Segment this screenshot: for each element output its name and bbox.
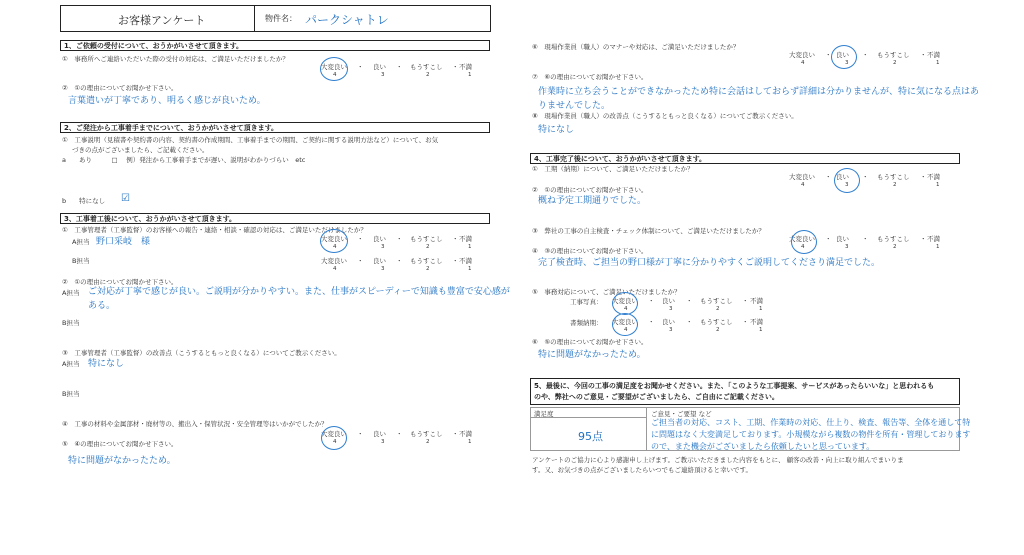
r-q6: ⑥ 現場作業員（職人）のマナーや対応は、ご満足いただけましたか？ — [532, 43, 740, 51]
scale-label: もうすこし — [410, 235, 443, 243]
footer-line2: す。又、お気づきの点がございましたらいつでもご連絡頂けると幸いです。 — [532, 466, 752, 474]
s3-q5: ⑤ ④の理由についてお聞かせ下さい。 — [62, 440, 178, 448]
satisfaction-value: 95点 — [578, 430, 603, 443]
scale-sep: ・ — [686, 297, 693, 305]
r-q8: ⑧ 現場作業員（職人）の改善点（こうするともっと良くなる）についてご教示ください。 — [532, 112, 798, 120]
scale-number: 2 — [716, 327, 720, 333]
scale-number: 1 — [468, 72, 472, 78]
s2-q1: ① 工事説明（見積書や契約書の内容、契約書の作成期間、工事着手までの期間、ご契約に関する説明方法など）について、お気 — [62, 136, 439, 144]
scale-sep: ・ — [396, 235, 403, 243]
scale-label: 良い — [836, 173, 849, 181]
r-answer-7-line2: りませんでした。 — [538, 101, 611, 111]
scale-sep: ・ — [452, 235, 459, 243]
answer-circle — [791, 230, 817, 254]
scale-label: 大変良い — [321, 235, 347, 243]
scale-sep: ・ — [862, 235, 869, 243]
scale-number: 1 — [468, 244, 472, 250]
s3-a2-label: A担当 — [62, 289, 80, 297]
section-5-title-line2: のや、弊社へのご意見・ご要望がございましたら、ご自由にご記載ください。 — [534, 393, 779, 401]
scale-number: 4 — [624, 327, 628, 333]
scale-label: もうすこし — [410, 430, 443, 438]
scale-number: 3 — [845, 244, 849, 250]
s3-a-tanto: A担当 — [72, 238, 90, 246]
scale-sep: ・ — [920, 235, 927, 243]
scale-label: 不満 — [927, 173, 940, 181]
scale-sep: ・ — [825, 235, 832, 243]
scale-number: 3 — [845, 182, 849, 188]
scale-label: 良い — [662, 318, 675, 326]
s4-q2: ② ①の理由についてお聞かせ下さい。 — [532, 186, 648, 194]
scale-label: 大変良い — [321, 430, 347, 438]
scale-number: 4 — [801, 182, 805, 188]
s3-answer-2-line2: ある。 — [88, 301, 116, 311]
s3-q2: ② ①の理由についてお聞かせ下さい。 — [62, 278, 178, 286]
scale-number: 3 — [845, 60, 849, 66]
scale-number: 1 — [936, 60, 940, 66]
scale-number: 3 — [381, 439, 385, 445]
s3-answer-3: 特になし — [88, 359, 125, 369]
scale-label: 不満 — [927, 51, 940, 59]
scale-label: 不満 — [459, 235, 472, 243]
scale-label: 不満 — [459, 257, 472, 265]
s1-q2: ② ①の理由についてお聞かせ下さい。 — [62, 84, 178, 92]
opinion-line2: に問題はなく大変満足しております。小規模ながら複数の物件を所有・管理しております — [651, 430, 971, 439]
scale-number: 3 — [381, 72, 385, 78]
s4-q5: ⑤ 事務対応について、ご満足いただけましたか？ — [532, 288, 681, 296]
s4-answer-4: 完了検査時、ご担当の野口様が丁寧に分かりやすくご説明してくださり満足でした。 — [538, 258, 881, 268]
s4-q4: ④ ③の理由についてお聞かせ下さい。 — [532, 247, 648, 255]
scale-number: 4 — [333, 244, 337, 250]
answer-circle — [834, 168, 860, 193]
scale-sep: ・ — [862, 173, 869, 181]
scale-label: 大変良い — [612, 318, 638, 326]
scale-label: 良い — [373, 430, 386, 438]
scale-label: もうすこし — [410, 257, 443, 265]
s3-answer-2-line1: ご対応が丁寧で感じが良い。ご説明が分かりやすい。また、仕事がスピーディーで知識も豊富で安心感が — [88, 287, 510, 297]
scale-sep: ・ — [357, 430, 364, 438]
footer-line1: アンケートのご協力に心より感謝申し上げます。ご教示いただきました内容をもとに、 顧客の改善・向上に取り組んでまいりま — [532, 456, 904, 464]
s3-a3-label: A担当 — [62, 360, 80, 368]
scale-label: 大変良い — [789, 173, 815, 181]
section-3-title: 3、工事着工後について、おうかがいさせて頂きます。 — [60, 213, 490, 224]
scale-number: 2 — [893, 182, 897, 188]
scale-sep: ・ — [742, 318, 749, 326]
scale-sep: ・ — [742, 297, 749, 305]
property-name: パークシャトレ — [305, 13, 389, 27]
scale-sep: ・ — [396, 257, 403, 265]
answer-circle — [831, 45, 857, 69]
scale-sep: ・ — [396, 430, 403, 438]
scale-label: 大変良い — [789, 235, 815, 243]
answer-circle — [320, 229, 348, 253]
s4-answer-2: 概ね予定工期通りでした。 — [538, 196, 647, 206]
scale-number: 2 — [716, 306, 720, 312]
opinion-line1: ご担当者の対応、コスト、工期、作業時の対応、仕上り、検査、報告等、全体を通して特 — [651, 418, 971, 427]
section-1-title: 1、ご依頼の受付について、おうかがいさせて頂きます。 — [60, 40, 490, 51]
scale-label: もうすこし — [700, 318, 733, 326]
scale-label: 良い — [836, 51, 849, 59]
scale-number: 2 — [426, 72, 430, 78]
r-answer-8: 特になし — [538, 125, 575, 135]
scale-number: 1 — [759, 306, 763, 312]
scale-number: 2 — [426, 266, 430, 272]
scale-sep: ・ — [825, 173, 832, 181]
scale-number: 2 — [893, 60, 897, 66]
s4-q3: ③ 弊社の工事の自主検査・チェック体制について、ご満足いただけましたか？ — [532, 227, 765, 235]
scale-label: もうすこし — [877, 173, 910, 181]
scale-label: 大変良い — [321, 257, 347, 265]
scale-number: 1 — [468, 266, 472, 272]
scale-number: 4 — [333, 266, 337, 272]
scale-number: 3 — [669, 306, 673, 312]
scale-sep: ・ — [648, 297, 655, 305]
scale-number: 4 — [801, 60, 805, 66]
section-4-title: 4、工事完了後について、おうかがいさせて頂きます。 — [530, 153, 960, 164]
s4-photo-label: 工事写真： — [570, 298, 603, 306]
scale-sep: ・ — [452, 63, 459, 71]
scale-label: 不満 — [459, 430, 472, 438]
scale-sep: ・ — [920, 51, 927, 59]
s3-q3: ③ 工事管理者（工事監督）の改善点（こうするともっと良くなる）についてご教示ください。 — [62, 349, 341, 357]
scale-sep: ・ — [357, 235, 364, 243]
section-2-title: 2、ご発注から工事着手までについて、おうかがいさせて頂きます。 — [60, 122, 490, 133]
opinion-label: ご意見・ご要望 など — [651, 410, 712, 418]
s3-b2-label: B担当 — [62, 319, 80, 327]
scale-number: 3 — [381, 266, 385, 272]
scale-sep: ・ — [452, 257, 459, 265]
scale-label: もうすこし — [410, 63, 443, 71]
s3-a-name: 野口采岐 様 — [96, 237, 151, 247]
answer-circle — [612, 292, 638, 315]
s2-q1b: づきの点がございましたら、ご記載ください。 — [72, 146, 209, 154]
scale-label: 良い — [373, 235, 386, 243]
answer-circle — [320, 57, 348, 81]
s1-answer-2: 言葉遣いが丁寧であり、明るく感じが良いため。 — [68, 96, 266, 106]
scale-sep: ・ — [396, 63, 403, 71]
scale-sep: ・ — [357, 257, 364, 265]
satisfaction-divider — [646, 407, 647, 451]
scale-label: 大変良い — [321, 63, 347, 71]
scale-number: 2 — [893, 244, 897, 250]
scale-number: 3 — [669, 327, 673, 333]
s4-answer-6: 特に問題がなかったため。 — [538, 350, 646, 360]
s4-q6: ⑥ ⑤の理由についてお聞かせ下さい。 — [532, 338, 648, 346]
scale-label: もうすこし — [877, 51, 910, 59]
scale-sep: ・ — [862, 51, 869, 59]
scale-number: 4 — [624, 306, 628, 312]
s4-doc-label: 書類納期： — [570, 319, 603, 327]
scale-number: 2 — [426, 244, 430, 250]
s1-q1: ① 事務所へご連絡いただいた際の受付の対応は、ご満足いただけましたか？ — [62, 55, 289, 63]
s3-q1: ① 工事管理者（工事監督）のお客様への報告・連絡・相談・確認の対応は、ご満足いただけましたか？ — [62, 226, 367, 234]
scale-label: 良い — [836, 235, 849, 243]
scale-sep: ・ — [357, 63, 364, 71]
scale-number: 2 — [426, 439, 430, 445]
s3-b3-label: B担当 — [62, 390, 80, 398]
answer-circle — [612, 313, 638, 336]
scale-sep: ・ — [452, 430, 459, 438]
property-label: 物件名： — [265, 14, 297, 23]
checkmark-icon: ☑ — [121, 193, 130, 204]
s3-answer-5: 特に問題がなかったため。 — [68, 456, 176, 466]
scale-label: 良い — [373, 63, 386, 71]
scale-label: 不満 — [927, 235, 940, 243]
scale-label: もうすこし — [700, 297, 733, 305]
scale-label: もうすこし — [877, 235, 910, 243]
r-answer-7-line1: 作業時に立ち会うことができなかったため特に会話はしておらず詳細は分かりませんが、特に気になる点はあ — [538, 87, 980, 97]
opinion-line3: ので、また機会がございましたら依頼したいと思っています。 — [651, 442, 875, 451]
scale-label: 大変良い — [789, 51, 815, 59]
scale-number: 1 — [468, 439, 472, 445]
scale-number: 4 — [801, 244, 805, 250]
scale-number: 1 — [759, 327, 763, 333]
s3-q4: ④ 工事の材料や金属部材・廃材等の、搬出入・保管状況・安全管理等はいかがでしたか？ — [62, 420, 328, 428]
survey-title: お客様アンケート — [118, 14, 206, 27]
r-q7: ⑦ ⑥の理由についてお聞かせ下さい。 — [532, 73, 648, 81]
scale-label: 大変良い — [612, 297, 638, 305]
scale-sep: ・ — [825, 51, 832, 59]
section-5-title-line1: 5、最後に、今回の工事の満足度をお聞かせください。また、「このような工事提案、サービスがあったらいいな」と思われるも — [534, 382, 935, 390]
scale-sep: ・ — [648, 318, 655, 326]
scale-label: 不満 — [459, 63, 472, 71]
scale-label: 不満 — [750, 297, 763, 305]
s3-b-tanto: B担当 — [72, 257, 90, 265]
answer-circle — [321, 426, 347, 450]
scale-label: 不満 — [750, 318, 763, 326]
scale-label: 良い — [662, 297, 675, 305]
s4-q1: ① 工期（納期）について、ご満足いただけましたか？ — [532, 165, 694, 173]
s2-option-b: b 特になし — [62, 197, 106, 205]
scale-number: 3 — [381, 244, 385, 250]
scale-label: 良い — [373, 257, 386, 265]
s2-option-a: a あり □ 例）発注から工事着手までが遅い、説明がわかりづらい etc — [62, 156, 306, 164]
scale-number: 1 — [936, 182, 940, 188]
scale-sep: ・ — [686, 318, 693, 326]
scale-sep: ・ — [920, 173, 927, 181]
scale-number: 4 — [333, 72, 337, 78]
scale-number: 4 — [333, 439, 337, 445]
satisfaction-label: 満足度 — [534, 410, 554, 418]
scale-number: 1 — [936, 244, 940, 250]
